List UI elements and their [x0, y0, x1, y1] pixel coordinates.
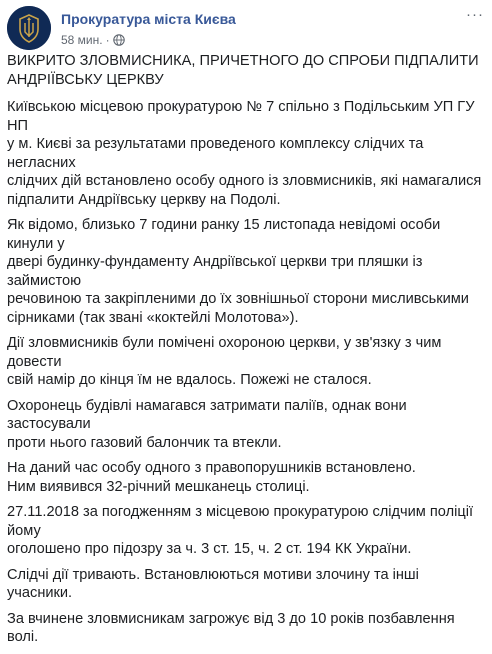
post-paragraph: 27.11.2018 за погодженням з місцевою прокуратурою слідчим поліції йому оголошено про підозру за ч. 3 ст. 15, ч. 2 ст. 194 КК України. [7, 504, 473, 557]
globe-icon[interactable] [113, 34, 125, 49]
post-paragraph: Охоронець будівлі намагався затримати паліїв, однак вони застосували проти нього газовий балончик та втекли. [7, 397, 407, 451]
post-paragraph: На даний час особу одного з правопорушників встановлено. Ним виявився 32-річний мешканець столиці. [7, 460, 416, 495]
page-avatar[interactable] [7, 6, 51, 50]
post-header [7, 6, 487, 50]
post-paragraph: Київською місцевою прокуратурою № 7 спільно з Подільським УП ГУ НП у м. Києві за результатами проведеного комплексу слідчих та негласних слідчих дій встановлено особу одного із зловмисників, які намагалися підпалити Андріївську церкву на Подолі. [7, 99, 482, 208]
post-paragraph: Дії зловмисників були помічені охороною церкви, у зв'язку з чим довести свій намір до кінця їм не вдалось. Пожежі не сталося. [7, 335, 442, 388]
prosecutor-emblem-icon [7, 6, 51, 50]
post-paragraph: За вчинене зловмисникам загрожує від 3 до 10 років позбавлення волі. [7, 610, 455, 645]
page-name-link[interactable]: Прокуратура міста Києва [61, 11, 236, 27]
post-timestamp[interactable]: 58 мин. [61, 33, 103, 47]
more-options-button[interactable]: ··· [466, 6, 484, 23]
post-meta [61, 33, 125, 49]
post-body [7, 52, 485, 654]
post-paragraph: Як відомо, близько 7 години ранку 15 листопада невідомі особи кинули у двері будинку-фундаменту Андріївської церкви три пляшки із займистою речовиною та закріпленими до їх зовнішньої сторони мисливськими сірниками (так звані «коктейлі Молотова»). [7, 217, 469, 326]
post-headline: ВИКРИТО ЗЛОВМИСНИКА, ПРИЧЕТНОГО ДО СПРОБИ ПІДПАЛИТИ АНДРІЇВСЬКУ ЦЕРКВУ [7, 53, 479, 88]
post-paragraph: Слідчі дії тривають. Встановлюються мотиви злочину та інші учасники. [7, 566, 419, 601]
meta-separator: · [105, 33, 110, 47]
